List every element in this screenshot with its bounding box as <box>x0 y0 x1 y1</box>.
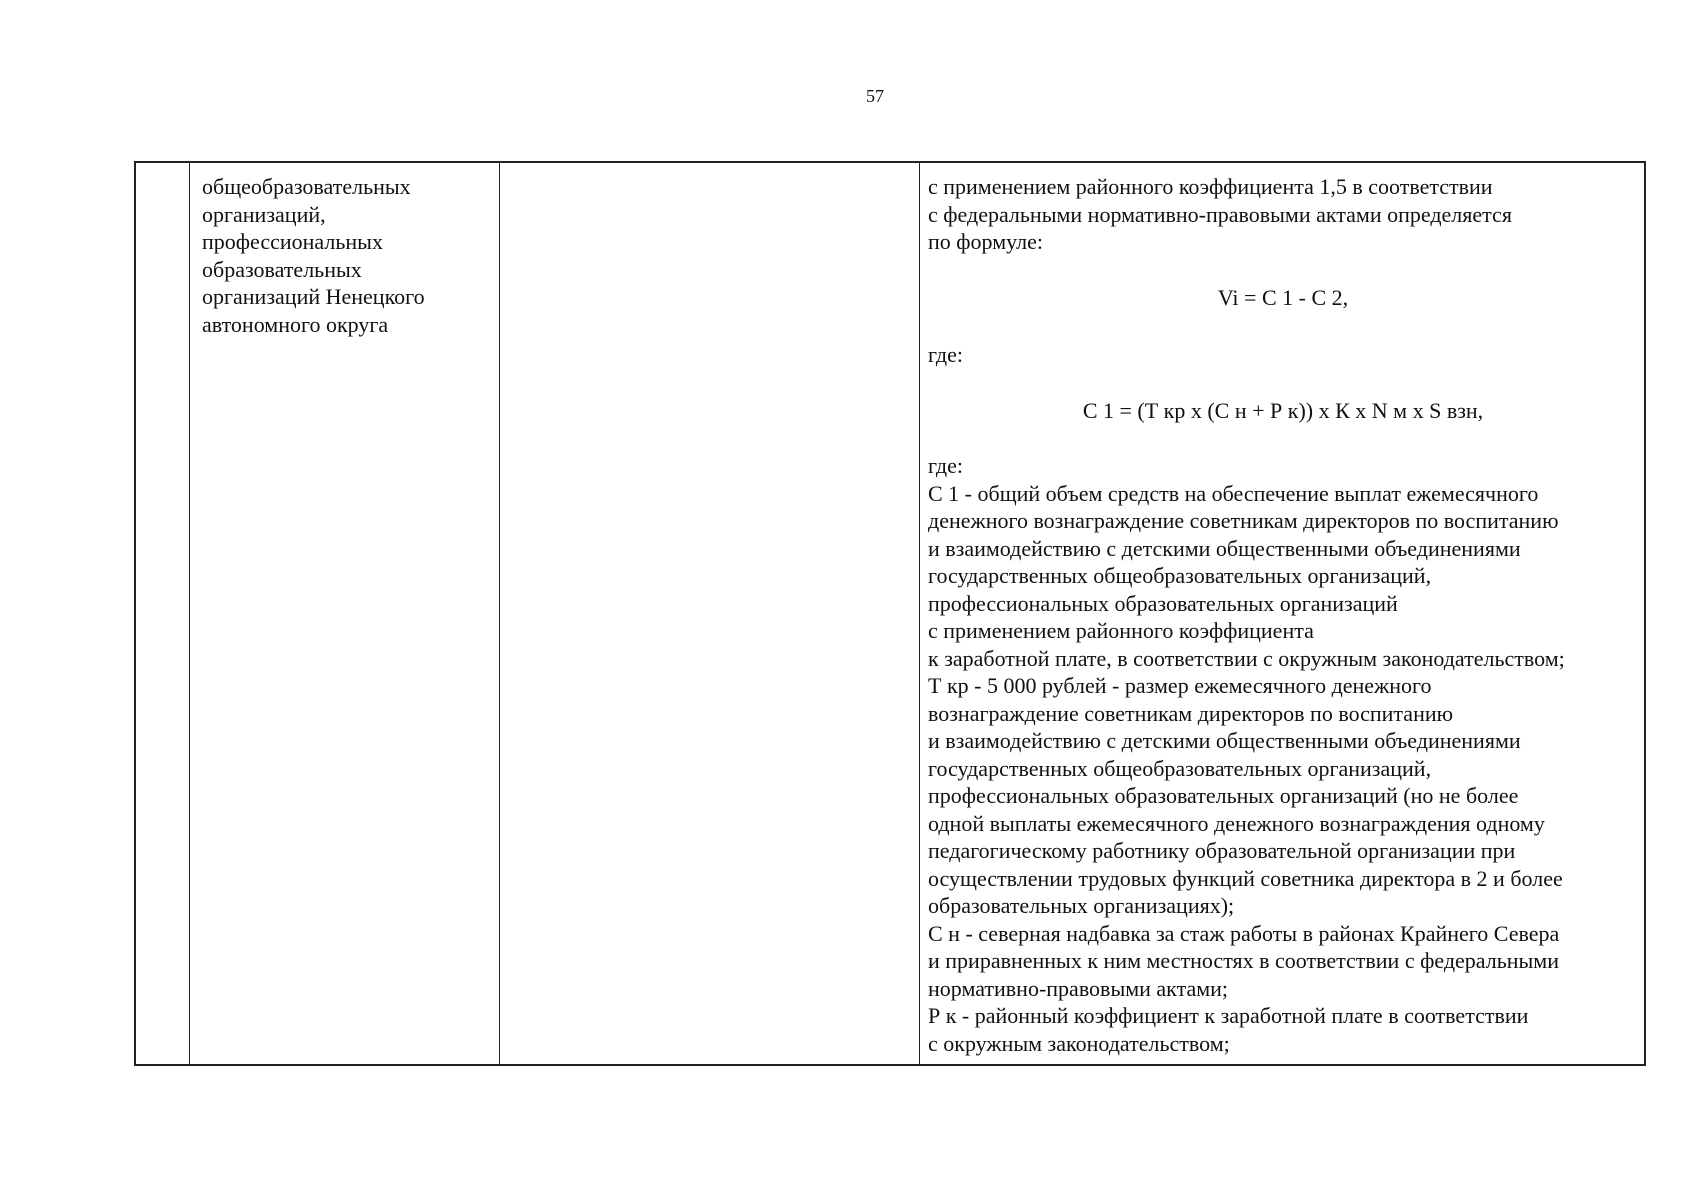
formula-vi: Vi = С 1 - С 2, <box>1217 284 1349 310</box>
definition-line: государственных общеобразовательных организаций, <box>928 755 1432 781</box>
definition-line: профессиональных образовательных организаций (но не более <box>928 783 1519 808</box>
where-label: где: <box>928 453 963 478</box>
formula-c1: С 1 = (Т кр х (С н + Р к)) х К х N м х S взн, <box>1082 397 1484 423</box>
document-table <box>134 161 1646 1066</box>
definition-line: С н - северная надбавка за стаж работы в районах Крайнего Севера <box>928 920 1560 946</box>
org-line: организаций Ненецкого <box>202 284 425 309</box>
definition-line: и приравненных к ним местностях в соответствии с федеральными <box>928 948 1560 973</box>
intro-line: по формуле: <box>928 229 1044 254</box>
definition-line: осуществлении трудовых функций советника директора в 2 и более <box>928 865 1563 891</box>
table-cell-empty <box>500 163 920 1064</box>
definition-line: профессиональных образовательных организаций <box>928 590 1398 616</box>
org-line: автономного округа <box>202 311 389 337</box>
definition-line: с окружным законодательством; <box>928 1030 1230 1056</box>
intro-line: с федеральными нормативно-правовыми актами определяется <box>928 201 1512 227</box>
definition-line: к заработной плате, в соответствии с окружным законодательством; <box>928 645 1565 671</box>
org-line: образовательных <box>202 256 362 282</box>
definition-line: и взаимодействию с детскими общественными объединениями <box>928 535 1521 561</box>
definition-line: вознаграждение советникам директоров по воспитанию <box>928 700 1454 726</box>
definition-line: педагогическому работнику образовательной организации при <box>928 838 1516 863</box>
definition-line: с применением районного коэффициента <box>928 618 1314 643</box>
intro-line: с применением районного коэффициента 1,5 в соответствии <box>928 174 1493 199</box>
table-cell-description <box>920 163 1644 1064</box>
where-label: где: <box>928 342 963 367</box>
page-number: 57 <box>866 86 884 106</box>
table-cell-organization <box>190 163 500 1064</box>
org-line: организаций, <box>202 201 326 227</box>
definition-line: государственных общеобразовательных организаций, <box>928 563 1432 588</box>
org-line: профессиональных <box>202 229 383 254</box>
definition-line: одной выплаты ежемесячного денежного вознаграждения одному <box>928 810 1545 836</box>
org-line: общеобразовательных <box>202 174 411 199</box>
definition-line: и взаимодействию с детскими общественными объединениями <box>928 728 1521 753</box>
table-cell-index <box>136 163 190 1064</box>
definition-line: Р к - районный коэффициент к заработной плате в соответствии <box>928 1003 1529 1028</box>
definition-line: Т кр - 5 000 рублей - размер ежемесячного денежного <box>928 673 1432 698</box>
definition-line: образовательных организациях); <box>928 893 1235 918</box>
definition-line: денежного вознаграждение советникам директоров по воспитанию <box>928 508 1559 533</box>
definition-line: нормативно-правовыми актами; <box>928 975 1229 1001</box>
definition-line: С 1 - общий объем средств на обеспечение выплат ежемесячного <box>928 480 1539 506</box>
